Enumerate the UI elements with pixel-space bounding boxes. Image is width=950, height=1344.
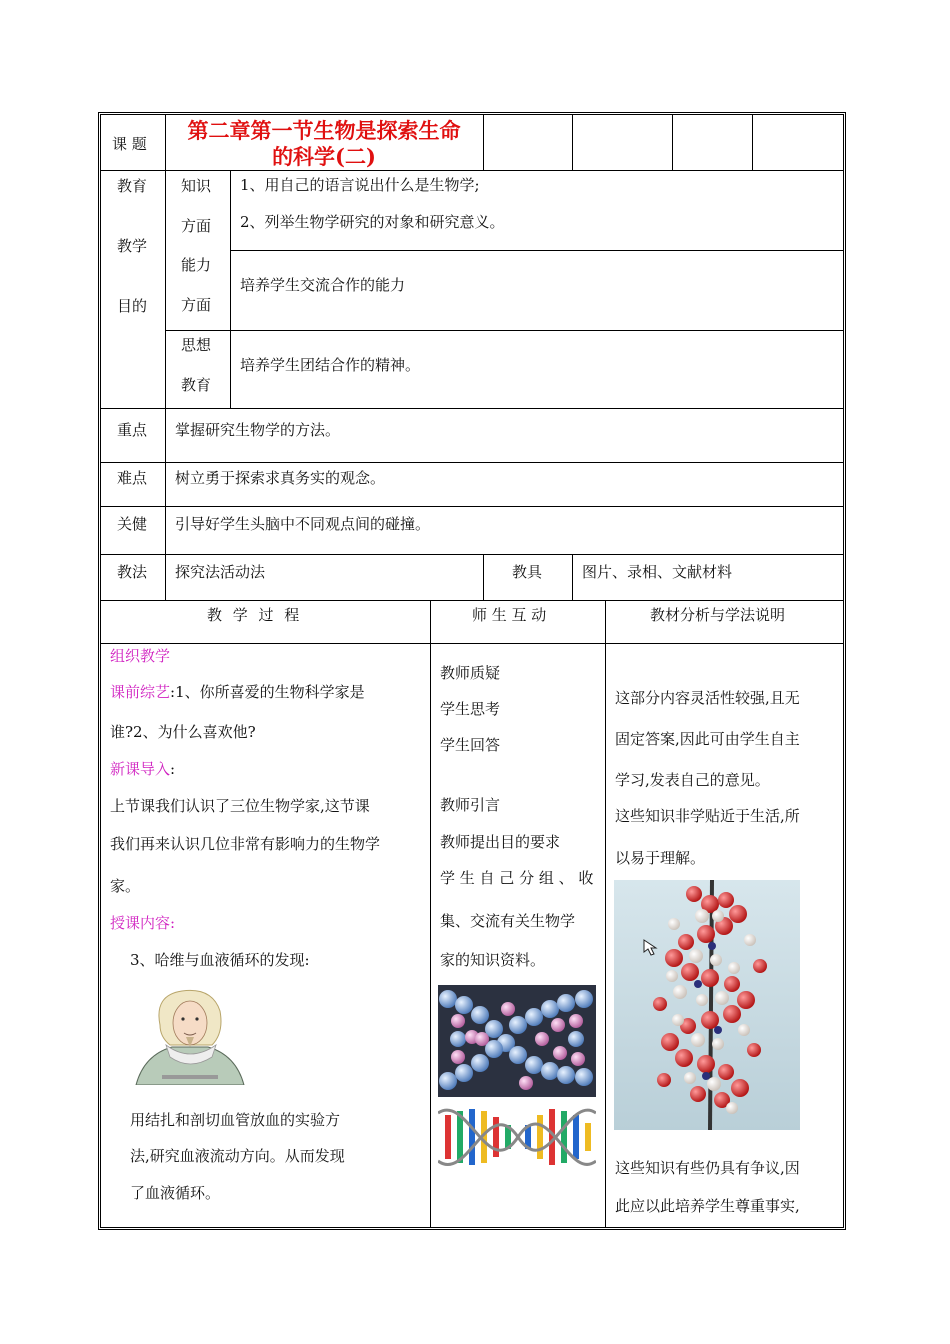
warmup-line [110, 682, 365, 702]
dna-ball-model-image [438, 985, 596, 1097]
harvey-caption-3: 了血液循环。 [130, 1184, 221, 1202]
warmup-line-2: 谁?2、为什么喜欢他? [110, 723, 256, 741]
intro-line-2: 我们再来认识几位非常有影响力的生物学 [110, 835, 381, 853]
interaction-line-3: 学生回答 [440, 736, 501, 754]
difficulty-label: 难点 [117, 469, 148, 487]
interaction-line-1: 教师质疑 [440, 664, 501, 682]
difficulty-text: 树立勇于探索求真务实的观念。 [175, 469, 386, 487]
objectives-label-3: 目的 [117, 297, 148, 315]
column-interaction-header: 师 生 互 动 [472, 606, 547, 624]
thought-label-1: 思想 [181, 336, 212, 354]
key-point-label: 重点 [117, 421, 148, 439]
ability-text: 培养学生交流合作的能力 [240, 276, 406, 294]
intro-label: 新课导入 [110, 760, 171, 778]
analysis-para1-line2: 固定答案,因此可由学生自主 [615, 730, 800, 748]
tools-text: 图片、录相、文献材料 [582, 563, 733, 581]
column-analysis-header: 教材分析与学法说明 [650, 606, 786, 624]
analysis-para3-line1: 这些知识有些仍具有争议,因 [615, 1159, 800, 1177]
harvey-caption-2: 法,研究血液流动方向。从而发现 [130, 1147, 345, 1165]
warmup-text: :1、你所喜爱的生物科学家是 [170, 683, 365, 701]
key-point-text: 掌握研究生物学的方法。 [175, 421, 341, 439]
interaction-line-7: 集、交流有关生物学 [440, 912, 576, 930]
content-heading: 授课内容: [110, 914, 176, 932]
intro-colon: : [170, 760, 176, 778]
method-text: 探究法活动法 [175, 563, 266, 581]
crux-label: 关健 [117, 515, 148, 533]
dna-helix-diagram-image [438, 1103, 596, 1171]
dna-molecule-photo [614, 880, 800, 1130]
lesson-title [168, 118, 480, 170]
interaction-line-6: 学 生 自 己 分 组 、 收 [440, 869, 594, 887]
interaction-line-2: 学生思考 [440, 700, 501, 718]
interaction-line-5: 教师提出目的要求 [440, 833, 561, 851]
analysis-para1-line3: 学习,发表自己的意见。 [615, 771, 770, 789]
analysis-para2-line1: 这些知识非学贴近于生活,所 [615, 807, 800, 825]
column-process-header: 教 学 过 程 [207, 606, 300, 624]
analysis-para1-line1: 这部分内容灵活性较强,且无 [615, 689, 800, 707]
knowledge-label-2: 方面 [181, 217, 212, 235]
crux-text: 引导好学生头脑中不同观点间的碰撞。 [175, 515, 431, 533]
ability-label-1: 能力 [181, 256, 212, 274]
method-label: 教法 [117, 563, 148, 581]
title-line-2: 的科学(二) [272, 144, 376, 169]
thought-text: 培养学生团结合作的精神。 [240, 356, 421, 374]
harvey-caption-1: 用结扎和剖切血管放血的实验方 [130, 1111, 341, 1129]
ability-label-2: 方面 [181, 296, 212, 314]
objectives-label-2: 教学 [117, 237, 148, 255]
intro-line-3: 家。 [110, 877, 141, 895]
interaction-line-8: 家的知识资料。 [440, 951, 546, 969]
objectives-label-1: 教育 [117, 177, 148, 195]
harvey-portrait-image [132, 985, 248, 1085]
tools-label: 教具 [512, 563, 543, 581]
analysis-para3-line2: 此应以此培养学生尊重事实, [615, 1197, 800, 1215]
item-3-heading: 3、哈维与血液循环的发现: [130, 951, 310, 969]
intro-heading [110, 759, 175, 779]
knowledge-item-2: 2、列举生物学研究的对象和研究意义。 [240, 213, 505, 231]
knowledge-item-1: 1、用自己的语言说出什么是生物学; [240, 176, 480, 194]
analysis-para2-line2: 以易于理解。 [615, 849, 706, 867]
topic-label: 课 题 [112, 135, 147, 153]
warmup-label: 课前综艺 [110, 683, 171, 701]
interaction-line-4: 教师引言 [440, 796, 501, 814]
intro-line-1: 上节课我们认识了三位生物学家,这节课 [110, 797, 370, 815]
knowledge-label-1: 知识 [181, 177, 212, 195]
title-line-1: 第二章第一节生物是探索生命 [187, 118, 461, 143]
organize-heading: 组织教学 [110, 647, 171, 665]
thought-label-2: 教育 [181, 376, 212, 394]
